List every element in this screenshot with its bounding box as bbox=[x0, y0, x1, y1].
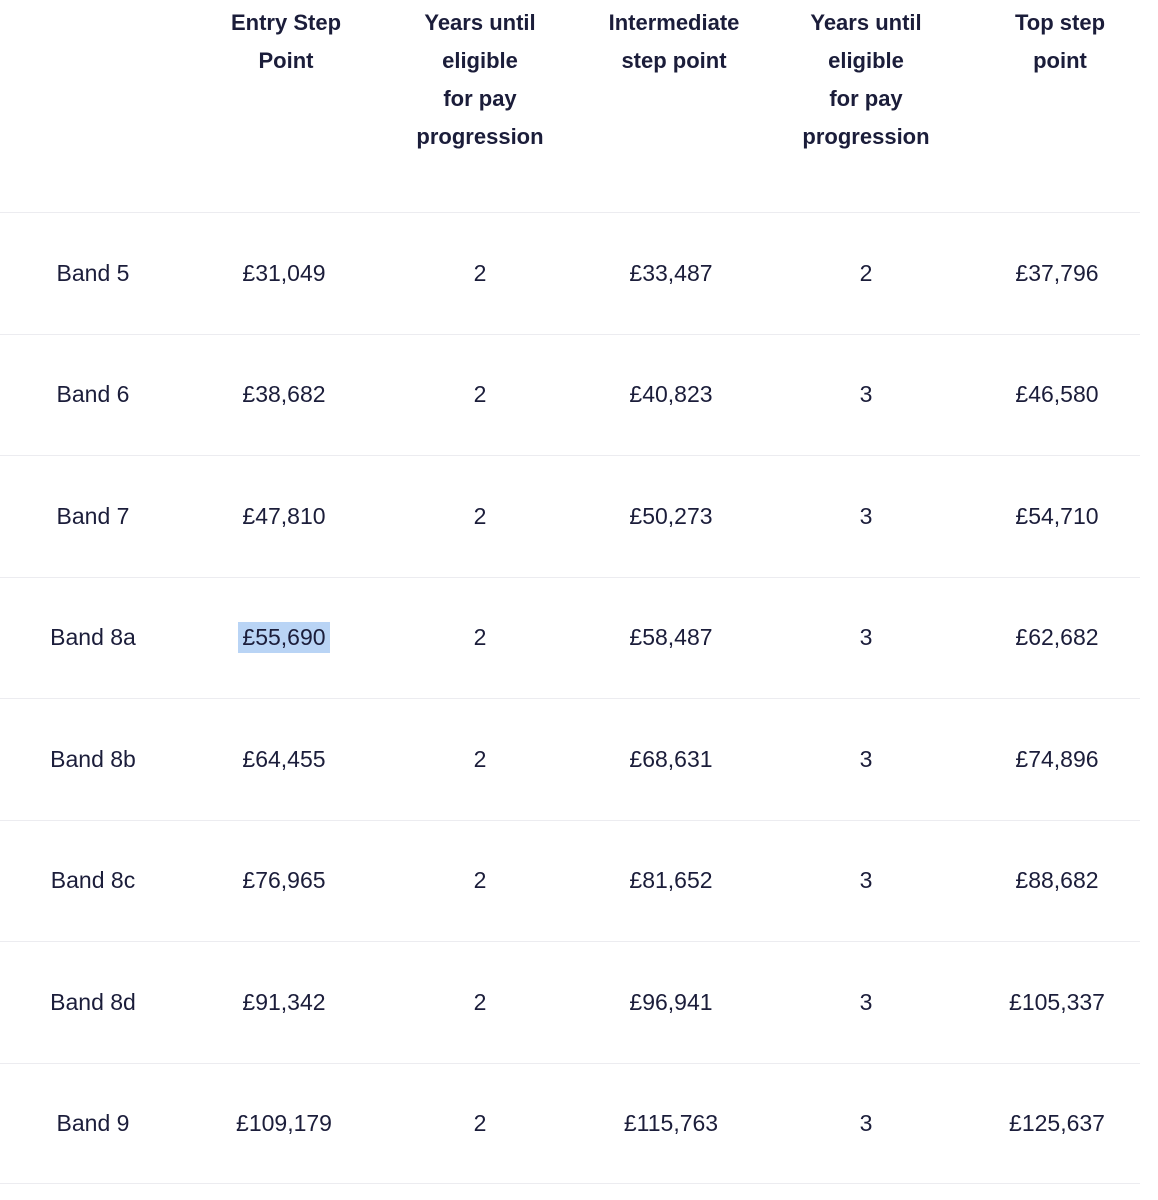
years-cell: 2 bbox=[473, 259, 487, 286]
intermediate-step-cell: £68,631 bbox=[629, 745, 713, 772]
table-row bbox=[0, 212, 1140, 334]
band-cell: Band 6 bbox=[56, 381, 130, 408]
entry-step-cell: £47,810 bbox=[242, 502, 326, 529]
entry-step-cell: £109,179 bbox=[236, 1109, 332, 1136]
intermediate-step-cell: £33,487 bbox=[629, 259, 713, 286]
years-cell: 3 bbox=[859, 624, 873, 651]
top-step-cell: £46,580 bbox=[1015, 381, 1099, 408]
band-cell: Band 8c bbox=[50, 867, 136, 894]
band-cell: Band 8a bbox=[50, 624, 136, 651]
years-cell: 2 bbox=[473, 381, 487, 408]
selected-text[interactable]: £55,690 bbox=[238, 622, 329, 653]
top-step-cell: £54,710 bbox=[1015, 502, 1099, 529]
years-cell: 2 bbox=[473, 624, 487, 651]
years-cell: 3 bbox=[859, 1109, 873, 1136]
intermediate-step-cell: £50,273 bbox=[629, 502, 713, 529]
years-cell: 2 bbox=[473, 867, 487, 894]
years-cell: 2 bbox=[473, 988, 487, 1015]
top-step-cell: £37,796 bbox=[1015, 259, 1099, 286]
table-row bbox=[0, 820, 1140, 942]
band-cell: Band 8d bbox=[50, 988, 136, 1015]
entry-step-cell: £31,049 bbox=[242, 259, 326, 286]
header-top-step-point: Top step point bbox=[1014, 10, 1106, 73]
years-cell: 2 bbox=[473, 502, 487, 529]
entry-step-cell: £64,455 bbox=[242, 745, 326, 772]
table-row bbox=[0, 577, 1140, 699]
band-cell: Band 7 bbox=[56, 502, 130, 529]
entry-step-cell: £91,342 bbox=[242, 988, 326, 1015]
years-cell: 2 bbox=[473, 1109, 487, 1136]
band-cell: Band 8b bbox=[50, 745, 136, 772]
years-cell: 3 bbox=[859, 988, 873, 1015]
top-step-cell: £125,637 bbox=[1009, 1109, 1105, 1136]
years-cell: 3 bbox=[859, 381, 873, 408]
table-row bbox=[0, 698, 1140, 820]
years-cell: 3 bbox=[859, 502, 873, 529]
top-step-cell: £74,896 bbox=[1015, 745, 1099, 772]
top-step-cell: £88,682 bbox=[1015, 867, 1099, 894]
years-cell: 2 bbox=[473, 745, 487, 772]
intermediate-step-cell: £58,487 bbox=[629, 624, 713, 651]
intermediate-step-cell: £81,652 bbox=[629, 867, 713, 894]
header-intermediate-step-point: Intermediate step point bbox=[608, 10, 740, 73]
header-entry-step-point: Entry Step Point bbox=[230, 10, 342, 73]
band-cell: Band 5 bbox=[56, 259, 130, 286]
years-cell: 3 bbox=[859, 867, 873, 894]
table-header-row bbox=[0, 0, 1140, 212]
header-years-until-eligible-2: Years until eligible for pay progression bbox=[802, 10, 930, 149]
entry-step-cell-selected[interactable] bbox=[186, 578, 382, 699]
intermediate-step-cell: £115,763 bbox=[623, 1109, 719, 1136]
table-row bbox=[0, 455, 1140, 577]
table-row bbox=[0, 334, 1140, 456]
band-cell: Band 9 bbox=[56, 1109, 130, 1136]
years-cell: 3 bbox=[859, 745, 873, 772]
table-row bbox=[0, 941, 1140, 1063]
header-years-until-eligible-1: Years until eligible for pay progression bbox=[416, 10, 544, 149]
years-cell: 2 bbox=[859, 259, 873, 286]
top-step-cell: £62,682 bbox=[1015, 624, 1099, 651]
intermediate-step-cell: £40,823 bbox=[629, 381, 713, 408]
entry-step-cell: £38,682 bbox=[242, 381, 326, 408]
entry-step-cell: £76,965 bbox=[242, 867, 326, 894]
table-row bbox=[0, 1063, 1140, 1185]
intermediate-step-cell: £96,941 bbox=[629, 988, 713, 1015]
top-step-cell: £105,337 bbox=[1009, 988, 1105, 1015]
